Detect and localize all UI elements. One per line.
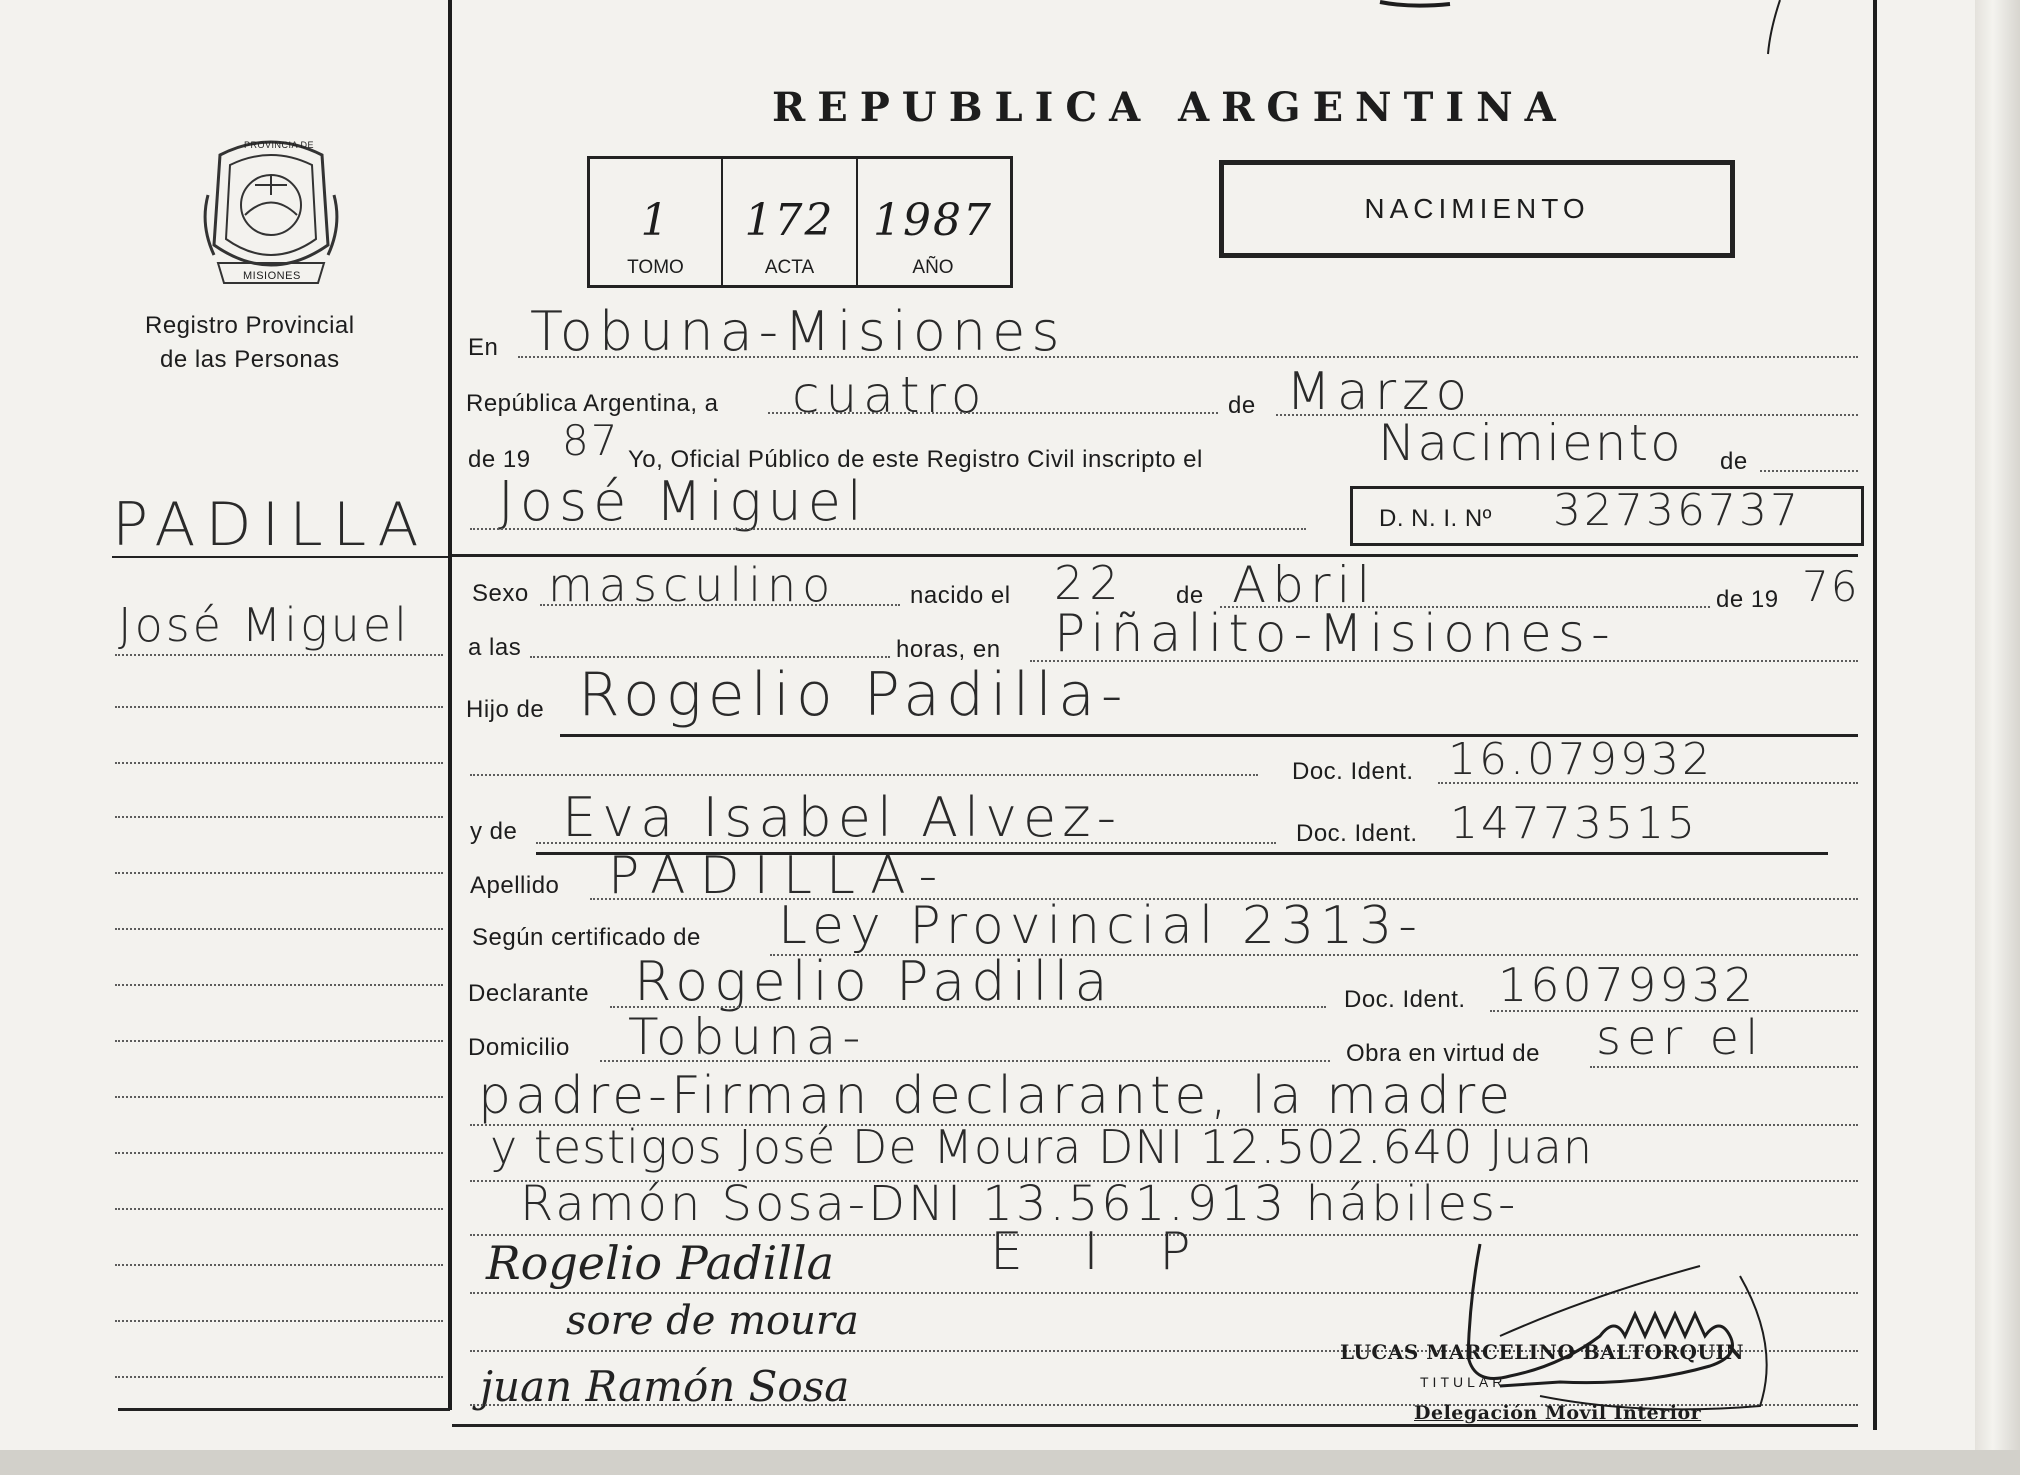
- birth-month-de-label: de: [1176, 582, 1204, 609]
- father-name-value: Rogelio Padilla-: [578, 660, 1129, 730]
- place-line: [518, 356, 1858, 358]
- mother-name-value: Eva Isabel Alvez-: [562, 786, 1123, 849]
- obra-line: [1590, 1066, 1858, 1068]
- apellido-value: PADILLA-: [608, 846, 952, 906]
- obra-value: ser el: [1596, 1010, 1765, 1066]
- apellido-label: Apellido: [470, 872, 560, 899]
- sexo-line: [540, 604, 900, 606]
- official-title: TITULAR: [1420, 1374, 1507, 1390]
- obra-label: Obra en virtud de: [1346, 1040, 1540, 1067]
- margin-line-3: [115, 762, 443, 764]
- birth-year-suffix-value: 76: [1802, 562, 1860, 611]
- mother-name-line: [536, 842, 1276, 844]
- year-suffix-value: 87: [562, 416, 620, 465]
- act-type-value: Nacimiento: [1378, 414, 1683, 472]
- hour-line: [530, 656, 890, 658]
- yde-label: y de: [470, 818, 518, 845]
- margin-line-13: [115, 1320, 443, 1322]
- country-title: REPUBLICA ARGENTINA: [772, 84, 1568, 131]
- declarante-doc-value: 16079932: [1498, 958, 1757, 1012]
- person-name-line: [470, 528, 1306, 530]
- sexo-value: masculino: [548, 558, 837, 612]
- margin-given-names: José Miguel: [118, 598, 410, 652]
- segun-label: Según certificado de: [472, 924, 701, 951]
- margin-line-12: [115, 1264, 443, 1266]
- declarante-value: Rogelio Padilla: [634, 950, 1114, 1013]
- mother-doc-label: Doc. Ident.: [1296, 820, 1418, 847]
- official-office: Delegación Movil Interior: [1414, 1402, 1702, 1424]
- margin-line-1: [115, 654, 443, 656]
- birth-year-prefix-label: de 19: [1716, 586, 1779, 613]
- month-value: Marzo: [1286, 362, 1474, 422]
- nacido-label: nacido el: [910, 582, 1011, 609]
- anio-value: 1987: [873, 195, 993, 246]
- father-doc-value: 16.079932: [1448, 734, 1713, 785]
- margin-surname: PADILLA: [112, 490, 429, 560]
- oficial-label: Yo, Oficial Público de este Registro Civil inscripto el: [628, 446, 1203, 473]
- place-value: Tobuna-Misiones: [530, 300, 1066, 363]
- anio-label: AÑO: [912, 257, 954, 278]
- seal-top-text: PROVINCIA DE: [244, 140, 315, 150]
- dni-label: D. N. I. Nº: [1379, 505, 1492, 532]
- top-pen-mark-icon: [1370, 0, 1800, 60]
- margin-line-7: [115, 984, 443, 986]
- day-line: [768, 412, 1218, 414]
- margin-line-14: [115, 1376, 443, 1378]
- acta-cell: [723, 159, 858, 285]
- page-edge-bottom: [0, 1450, 2020, 1475]
- record-index-box: [587, 156, 1013, 288]
- bottom-rule: [452, 1424, 1858, 1427]
- signature-father-mark: E I P: [990, 1222, 1213, 1282]
- year-prefix-label: de 19: [468, 446, 531, 473]
- margin-line-2: [115, 706, 443, 708]
- act-line: [1760, 470, 1858, 472]
- tomo-label: TOMO: [627, 257, 684, 278]
- republica-label: República Argentina, a: [466, 390, 719, 417]
- record-type-box: [1219, 160, 1735, 258]
- domicilio-value: Tobuna-: [628, 1008, 867, 1066]
- tomo-value: 1: [640, 195, 671, 246]
- signature-father: Rogelio Padilla: [486, 1236, 835, 1290]
- official-name: LUCAS MARCELINO BALTORQUIN: [1340, 1340, 1745, 1364]
- birth-place-value: Piñalito-Misiones-: [1054, 604, 1616, 664]
- margin-line-11: [115, 1208, 443, 1210]
- declarante-doc-label: Doc. Ident.: [1344, 986, 1466, 1013]
- mother-doc-value: 14773515: [1450, 798, 1698, 849]
- registry-name-line1: Registro Provincial: [145, 312, 355, 339]
- en-label: En: [468, 334, 499, 361]
- outer-right-border: [1873, 0, 1877, 1430]
- tomo-cell: [590, 159, 723, 285]
- domicilio-line: [600, 1060, 1330, 1062]
- day-words-value: cuatro: [792, 366, 988, 424]
- left-column-divider: [448, 0, 452, 1410]
- horas-label: horas, en: [896, 636, 1001, 663]
- dni-value: 32736737: [1553, 485, 1801, 536]
- section-rule-1: [452, 554, 1858, 557]
- text-line-3: Ramón Sosa-DNI 13.561.913 hábiles-: [520, 1176, 1519, 1232]
- margin-line-8: [115, 1040, 443, 1042]
- margin-surname-rule: [112, 556, 448, 558]
- act-de-label: de: [1720, 448, 1748, 475]
- hijo-label: Hijo de: [466, 696, 545, 723]
- certificate-value: Ley Provincial 2313-: [778, 896, 1424, 956]
- text-line-1: padre-Firman declarante, la madre: [478, 1066, 1515, 1126]
- record-type-label: NACIMIENTO: [1364, 193, 1590, 224]
- margin-line-6: [115, 928, 443, 930]
- margin-line-9: [115, 1096, 443, 1098]
- sexo-label: Sexo: [472, 580, 529, 607]
- signature-witness-1: sore de moura: [566, 1298, 859, 1344]
- official-signature-scribble-icon: [1440, 1236, 1830, 1426]
- margin-line-10: [115, 1152, 443, 1154]
- registry-name-line2: de las Personas: [160, 346, 340, 373]
- dni-box: [1350, 486, 1864, 546]
- margin-line-4: [115, 816, 443, 818]
- acta-value: 172: [744, 195, 835, 246]
- acta-label: ACTA: [764, 257, 815, 278]
- seal-bottom-text: MISIONES: [243, 270, 301, 282]
- alas-label: a las: [468, 634, 522, 661]
- birth-month-value: Abril: [1232, 556, 1377, 614]
- father-extra-line: [470, 774, 1258, 776]
- father-doc-label: Doc. Ident.: [1292, 758, 1414, 785]
- person-name-value: José Miguel: [498, 470, 868, 533]
- month-de-label: de: [1228, 392, 1256, 419]
- signature-witness-2: juan Ramón Sosa: [480, 1362, 850, 1411]
- margin-bottom-rule: [118, 1408, 450, 1411]
- anio-cell: [858, 159, 1008, 285]
- birth-day-value: 22: [1054, 556, 1125, 610]
- declarante-label: Declarante: [468, 980, 590, 1007]
- margin-line-5: [115, 872, 443, 874]
- domicilio-label: Domicilio: [468, 1034, 570, 1061]
- father-doc-line: [1438, 782, 1858, 784]
- text-line-2: y testigos José De Moura DNI 12.502.640 Juan: [490, 1120, 1594, 1174]
- birth-place-line: [1030, 660, 1858, 662]
- page-edge-right: [1975, 0, 2020, 1475]
- misiones-seal-icon: [200, 135, 342, 291]
